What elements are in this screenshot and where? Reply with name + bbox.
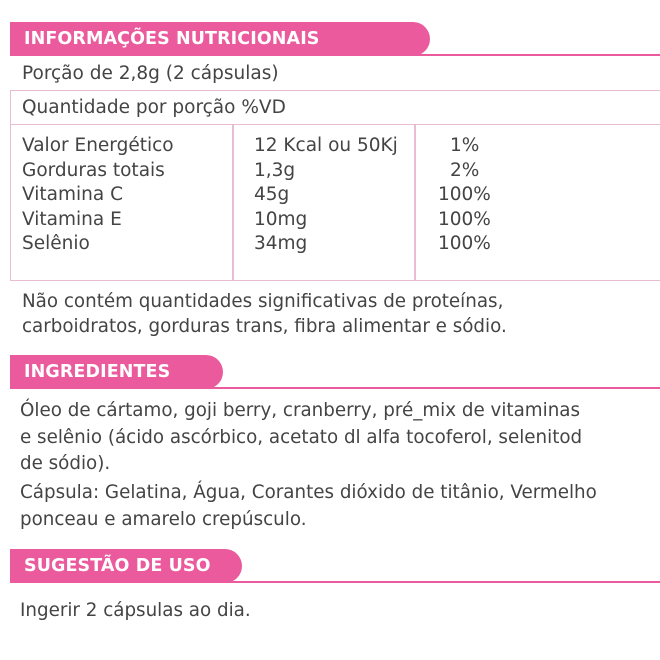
usage-section-title: SUGESTÃO DE USO <box>10 549 242 583</box>
row-name-vitamin-c: Vitamina C <box>22 184 124 205</box>
row-amount-selenium: 34mg <box>254 233 308 254</box>
frame-left-border <box>10 90 11 280</box>
row-vd-vitamin-e: 100% <box>438 208 491 230</box>
ingredients-line-3: de sódio). <box>20 453 111 474</box>
ingredients-section-title: INGREDIENTES <box>10 355 223 389</box>
table-bottom-border <box>10 280 660 281</box>
nutrition-title-underline <box>10 54 660 56</box>
serving-divider <box>10 90 660 91</box>
nutrition-note-line-2: carboidratos, gorduras trans, fibra alimentar e sódio. <box>22 316 507 337</box>
nutrition-note-line-1: Não contém quantidades significativas de proteínas, <box>22 291 504 312</box>
row-amount-vitamin-e: 10mg <box>254 208 308 230</box>
row-name-selenium: Selênio <box>22 233 90 254</box>
ingredients-line-1: Óleo de cártamo, goji berry, cranberry, pré_mix de vitaminas <box>20 400 581 421</box>
column-divider-2 <box>414 125 416 280</box>
column-divider-1 <box>232 125 234 280</box>
serving-size: Porção de 2,8g (2 cápsulas) <box>22 63 279 84</box>
row-vd-energy: 1% <box>450 135 480 156</box>
row-vd-fat: 2% <box>450 159 480 181</box>
row-name-vitamin-e: Vitamina E <box>22 208 122 230</box>
ingredients-line-2: e selênio (ácido ascórbico, acetato dl alfa tocoferol, selenitod <box>20 426 583 448</box>
row-amount-fat: 1,3g <box>254 159 296 181</box>
nutrition-section-title: INFORMAÇÕES NUTRICIONAIS <box>10 22 430 56</box>
row-name-fat: Gorduras totais <box>22 159 165 181</box>
header-divider <box>10 124 660 125</box>
usage-title-underline <box>10 581 660 583</box>
ingredients-line-5: ponceau e amarelo crepúsculo. <box>20 508 307 530</box>
row-name-energy: Valor Energético <box>22 135 174 156</box>
row-amount-vitamin-c: 45g <box>254 184 290 205</box>
ingredients-title-underline <box>10 387 660 389</box>
quantity-header: Quantidade por porção %VD <box>22 97 286 118</box>
ingredients-line-4: Cápsula: Gelatina, Água, Corantes dióxido de titânio, Vermelho <box>20 482 597 503</box>
usage-text: Ingerir 2 cápsulas ao dia. <box>20 600 251 621</box>
row-vd-selenium: 100% <box>438 233 491 254</box>
row-vd-vitamin-c: 100% <box>438 184 491 205</box>
row-amount-energy: 12 Kcal ou 50Kj <box>254 135 398 156</box>
